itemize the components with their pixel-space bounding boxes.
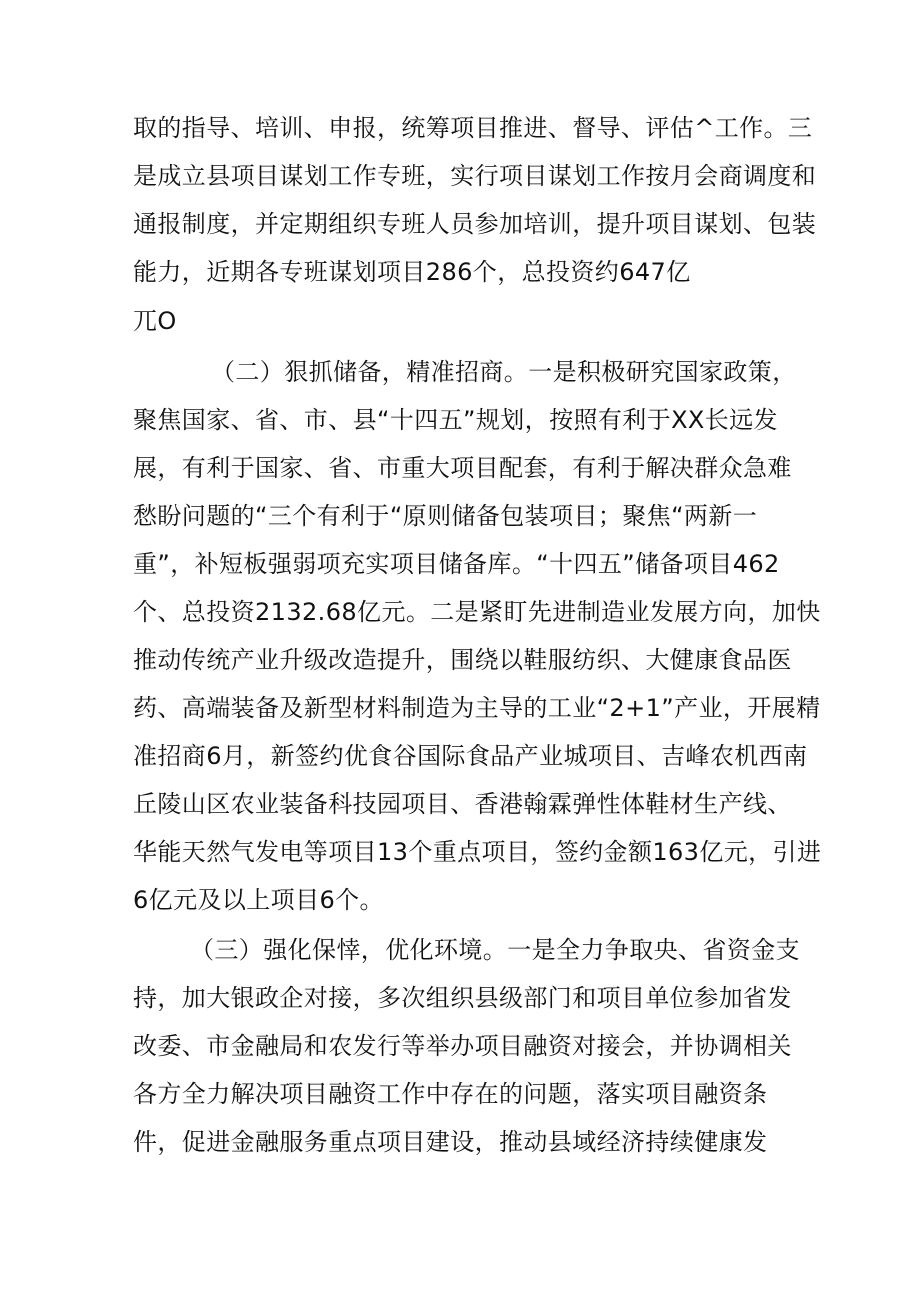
text-line: 持，加大银政企对接，多次组织县级部门和项目单位参加省发: [133, 984, 792, 1012]
text-line: 能力，近期各专班谋划项目286个，总投资约647亿: [133, 258, 691, 286]
section-heading-3: （三）强化保悻，优化环境。一是全力争取央、省资金支: [190, 936, 800, 964]
text-line: 改委、市金融局和农发行等举办项目融资对接会，并协调相关: [133, 1032, 792, 1060]
text-line: 6亿元及以上项目6个。: [133, 886, 384, 914]
text-line: 推动传统产业升级改造提升，围绕以鞋服纺织、大健康食品医: [133, 646, 792, 674]
text-line: 取的指导、培训、申报，统筹项目推进、督导、评估^工作。三: [133, 114, 813, 142]
text-line: 各方全力解决项目融资工作中存在的问题，落实项目融资条: [133, 1080, 768, 1108]
text-line: 个、总投资2132.68亿元。二是紧盯先进制造业发展方向，加快: [133, 598, 821, 626]
text-line: 件，促进金融服务重点项目建设，推动县域经济持续健康发: [133, 1128, 768, 1156]
text-line: 药、高端装备及新型材料制造为主导的工业“2+1”产业，开展精: [133, 694, 821, 722]
text-line: 通报制度，并定期组织专班人员参加培训，提升项目谋划、包装: [133, 210, 817, 238]
text-line: 展，有利于国家、省、市重大项目配套，有利于解决群众急难: [133, 454, 792, 482]
text-line: 重”，补短板强弱项充实项目储备库。“十四五”储备项目462: [133, 550, 780, 578]
text-line: 愁盼问题的“三个有利于“原则储备包装项目；聚焦“两新一: [133, 502, 758, 530]
text-line: 聚焦国家、省、市、县“十四五”规划，按照有利于XX长远发: [133, 406, 778, 434]
text-line: 兀O: [133, 307, 177, 335]
text-line: 丘陵山区农业装备科技园项目、香港翰霖弹性体鞋材生产线、: [133, 790, 792, 818]
section-heading-2: （二）狠抓储备，精准招商。一是积极研究国家政策，: [211, 358, 797, 386]
text-line: 准招商6月，新签约优食谷国际食品产业城项目、吉峰农机西南: [133, 742, 808, 770]
text-line: 是成立县项目谋划工作专班，实行项目谋划工作按月会商调度和: [133, 162, 817, 190]
text-line: 华能天然气发电等项目13个重点项目，签约金额163亿元，引进: [133, 838, 822, 866]
